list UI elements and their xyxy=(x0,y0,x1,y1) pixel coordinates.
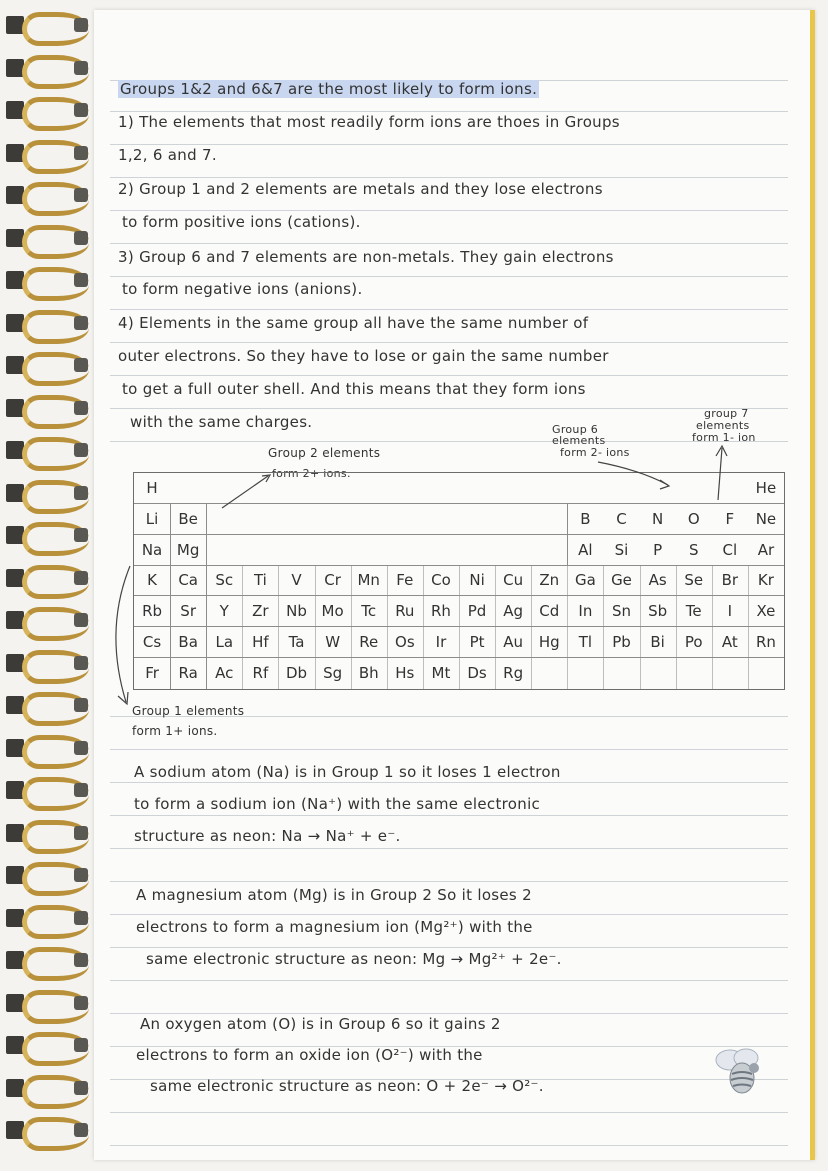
note-2-line-1: 2) Group 1 and 2 elements are metals and they lose electrons xyxy=(118,180,603,198)
group1-annotation-sub: form 1+ ions. xyxy=(132,724,218,738)
ruled-line xyxy=(110,375,788,376)
element-cell: Hs xyxy=(395,663,415,682)
spiral-ring xyxy=(2,1113,92,1147)
element-cell: Nb xyxy=(286,602,307,621)
element-cell: Br xyxy=(721,571,739,590)
table-divider xyxy=(603,565,604,689)
element-cell: F xyxy=(725,509,735,528)
oxygen-line-1: An oxygen atom (O) is in Group 6 so it gains 2 xyxy=(140,1015,501,1033)
spiral-ring xyxy=(2,8,92,42)
ruled-line xyxy=(110,144,788,145)
element-cell: Y xyxy=(219,602,229,621)
magnesium-line-1: A magnesium atom (Mg) is in Group 2 So it loses 2 xyxy=(136,886,532,904)
magnesium-line-2: electrons to form a magnesium ion (Mg²⁺) with the xyxy=(136,918,533,936)
spiral-ring xyxy=(2,646,92,680)
ruled-line xyxy=(110,914,788,915)
element-cell: Rb xyxy=(142,602,163,621)
table-divider xyxy=(495,565,496,689)
element-cell: Te xyxy=(685,602,702,621)
element-cell xyxy=(681,475,707,501)
element-cell: Mg xyxy=(176,540,200,559)
ruled-line xyxy=(110,1112,788,1113)
element-cell xyxy=(320,506,346,532)
element-cell xyxy=(536,506,562,532)
element-cell: B xyxy=(580,509,591,528)
element-cell xyxy=(211,537,237,563)
element-cell xyxy=(572,475,598,501)
ruled-line xyxy=(110,441,788,442)
element-cell: As xyxy=(648,571,667,590)
element-cell: Ne xyxy=(755,509,777,528)
ruled-line xyxy=(110,782,788,783)
element-cell: W xyxy=(325,633,341,651)
element-cell: V xyxy=(291,571,302,590)
element-cell: Tc xyxy=(361,602,377,621)
element-cell: Sb xyxy=(648,602,668,621)
element-cell xyxy=(175,475,201,501)
spiral-ring xyxy=(2,731,92,765)
element-cell xyxy=(500,475,526,501)
element-cell: Rh xyxy=(430,602,451,621)
element-cell: Zr xyxy=(252,602,269,621)
element-cell: H xyxy=(146,479,158,497)
element-cell xyxy=(320,475,346,501)
periodic-table xyxy=(133,472,785,690)
spiral-ring xyxy=(2,1028,92,1062)
table-divider xyxy=(567,503,568,565)
element-cell xyxy=(717,475,743,501)
element-cell: Rn xyxy=(755,633,776,651)
element-cell: Db xyxy=(285,663,308,682)
element-cell xyxy=(356,506,382,532)
element-cell xyxy=(428,506,454,532)
element-cell: Bh xyxy=(358,663,379,682)
element-cell xyxy=(681,660,707,686)
element-cell xyxy=(320,537,346,563)
periodic-row xyxy=(134,473,784,504)
spiral-ring xyxy=(2,816,92,850)
element-cell: Zn xyxy=(539,571,560,590)
element-cell: Hg xyxy=(538,633,560,651)
element-cell xyxy=(392,506,418,532)
notes-heading: Groups 1&2 and 6&7 are the most likely to form ions. xyxy=(120,80,538,98)
element-cell xyxy=(536,660,562,686)
spiral-ring xyxy=(2,986,92,1020)
element-cell: Pd xyxy=(467,602,487,621)
element-cell: K xyxy=(147,571,157,590)
element-cell: Au xyxy=(503,633,524,651)
element-cell: Rg xyxy=(503,663,524,682)
table-divider xyxy=(531,565,532,689)
element-cell: Si xyxy=(614,540,629,559)
ruled-line xyxy=(110,177,788,178)
element-cell: N xyxy=(651,509,664,528)
spiral-ring xyxy=(2,263,92,297)
element-cell xyxy=(247,537,273,563)
ruled-line xyxy=(110,848,788,849)
element-cell: Sg xyxy=(323,663,343,682)
spiral-ring xyxy=(2,348,92,382)
table-divider xyxy=(206,565,207,689)
oxygen-line-2: electrons to form an oxide ion (O²⁻) with the xyxy=(136,1046,483,1064)
table-divider xyxy=(387,565,388,689)
table-divider xyxy=(712,565,713,689)
spiral-ring xyxy=(2,688,92,722)
element-cell: Re xyxy=(359,633,379,651)
element-cell xyxy=(356,537,382,563)
element-cell: Ni xyxy=(469,571,485,590)
table-divider xyxy=(676,565,677,689)
element-cell: Ra xyxy=(178,663,198,682)
element-cell: La xyxy=(215,633,234,651)
element-cell: Ag xyxy=(503,602,524,621)
ruled-line xyxy=(110,309,788,310)
element-cell xyxy=(753,660,779,686)
element-cell: Mt xyxy=(431,663,451,682)
ruled-line xyxy=(110,947,788,948)
element-cell: Rf xyxy=(252,663,269,682)
periodic-row xyxy=(134,504,784,535)
element-cell: Ca xyxy=(178,571,198,590)
sodium-line-2: to form a sodium ion (Na⁺) with the same electronic xyxy=(134,795,541,813)
element-cell xyxy=(536,537,562,563)
group7-annotation-2: elements xyxy=(696,419,750,432)
element-cell: Ga xyxy=(574,571,596,590)
table-divider xyxy=(242,565,243,689)
element-cell: He xyxy=(755,479,777,497)
table-divider xyxy=(315,565,316,689)
element-cell xyxy=(247,506,273,532)
element-cell xyxy=(284,475,310,501)
element-cell xyxy=(645,475,671,501)
sodium-line-1: A sodium atom (Na) is in Group 1 so it loses 1 electron xyxy=(134,763,561,781)
spiral-ring xyxy=(2,476,92,510)
spiral-ring xyxy=(2,93,92,127)
ruled-line xyxy=(110,342,788,343)
spiral-ring xyxy=(2,603,92,637)
element-cell: Sr xyxy=(180,602,196,621)
element-cell: Fe xyxy=(396,571,414,590)
element-cell: Se xyxy=(684,571,704,590)
element-cell: Cd xyxy=(539,602,560,621)
spiral-ring xyxy=(2,136,92,170)
element-cell: Cs xyxy=(142,633,162,651)
element-cell xyxy=(464,537,490,563)
table-divider xyxy=(640,565,641,689)
table-divider xyxy=(567,565,568,689)
note-4-line-3: to get a full outer shell. And this means that they form ions xyxy=(122,380,586,398)
spiral-binding xyxy=(2,8,98,1168)
ruled-line xyxy=(110,408,788,409)
spiral-ring xyxy=(2,306,92,340)
spiral-ring xyxy=(2,433,92,467)
ruled-line xyxy=(110,210,788,211)
sodium-line-3: structure as neon: Na → Na⁺ + e⁻. xyxy=(134,827,401,845)
note-4-line-2: outer electrons. So they have to lose or gain the same number xyxy=(118,347,609,365)
spiral-ring xyxy=(2,518,92,552)
element-cell xyxy=(464,475,490,501)
note-4-line-4: with the same charges. xyxy=(130,413,313,431)
element-cell xyxy=(284,506,310,532)
element-cell: Li xyxy=(145,509,159,528)
spiral-ring xyxy=(2,773,92,807)
element-cell xyxy=(392,475,418,501)
ruled-line xyxy=(110,815,788,816)
element-cell: Be xyxy=(178,509,198,528)
table-divider xyxy=(459,565,460,689)
element-cell: Mo xyxy=(321,602,344,621)
note-1-line-1: 1) The elements that most readily form ions are thoes in Groups xyxy=(118,113,620,131)
element-cell: Sc xyxy=(215,571,234,590)
note-3-line-2: to form negative ions (anions). xyxy=(122,280,363,298)
element-cell: Ac xyxy=(215,663,234,682)
magnesium-line-3: same electronic structure as neon: Mg → Mg²⁺ + 2e⁻. xyxy=(146,950,562,968)
element-cell: Co xyxy=(431,571,451,590)
spiral-ring xyxy=(2,943,92,977)
spiral-ring xyxy=(2,221,92,255)
element-cell: Tl xyxy=(578,633,593,651)
element-cell xyxy=(645,660,671,686)
spiral-ring xyxy=(2,51,92,85)
element-cell: Hf xyxy=(252,633,269,651)
element-cell: Kr xyxy=(757,571,774,590)
spiral-ring xyxy=(2,1071,92,1105)
element-cell: Sn xyxy=(611,602,632,621)
spiral-ring xyxy=(2,178,92,212)
note-1-line-2: 1,2, 6 and 7. xyxy=(118,146,217,164)
element-cell xyxy=(464,506,490,532)
element-cell: Ba xyxy=(178,633,198,651)
element-cell: Mn xyxy=(357,571,380,590)
element-cell xyxy=(428,475,454,501)
element-cell: Ar xyxy=(757,540,775,559)
element-cell: Ir xyxy=(435,633,447,651)
group6-annotation-3: form 2- ions xyxy=(560,446,630,459)
ruled-line xyxy=(110,749,788,750)
group6-annotation-1: Group 6 xyxy=(552,423,599,436)
element-cell: Cu xyxy=(503,571,524,590)
table-divider xyxy=(278,565,279,689)
group7-annotation-1: group 7 xyxy=(704,407,749,420)
element-cell: I xyxy=(727,602,733,621)
element-cell: Pb xyxy=(612,633,631,651)
element-cell xyxy=(247,475,273,501)
element-cell: Ta xyxy=(288,633,305,651)
element-cell xyxy=(609,475,635,501)
ruled-line xyxy=(110,111,788,112)
ruled-line xyxy=(110,276,788,277)
element-cell xyxy=(500,537,526,563)
element-cell xyxy=(609,660,635,686)
group6-annotation-2: elements xyxy=(552,434,606,447)
element-cell: Ti xyxy=(253,571,267,590)
element-cell xyxy=(717,660,743,686)
element-cell xyxy=(284,537,310,563)
table-divider xyxy=(748,565,749,689)
element-cell xyxy=(572,660,598,686)
element-cell: Pt xyxy=(469,633,485,651)
element-cell: Xe xyxy=(756,602,776,621)
group2-annotation-sub: form 2+ ions. xyxy=(272,467,351,480)
element-cell: Fr xyxy=(145,663,159,682)
element-cell: Ds xyxy=(467,663,487,682)
ruled-line xyxy=(110,980,788,981)
element-cell xyxy=(392,537,418,563)
spiral-ring xyxy=(2,858,92,892)
element-cell: Al xyxy=(578,540,593,559)
element-cell xyxy=(211,506,237,532)
table-divider xyxy=(351,565,352,689)
table-divider xyxy=(170,503,171,689)
element-cell: Po xyxy=(684,633,703,651)
element-cell: Na xyxy=(141,540,163,559)
spiral-ring xyxy=(2,391,92,425)
oxygen-line-3: same electronic structure as neon: O + 2e⁻ → O²⁻. xyxy=(150,1077,544,1095)
element-cell: Ru xyxy=(395,602,415,621)
element-cell: P xyxy=(653,540,663,559)
group1-annotation: Group 1 elements xyxy=(132,704,245,718)
element-cell: Ge xyxy=(611,571,632,590)
ruled-line xyxy=(110,881,788,882)
ruled-line xyxy=(110,1013,788,1014)
note-3-line-1: 3) Group 6 and 7 elements are non-metals. They gain electrons xyxy=(118,248,614,266)
element-cell: Cr xyxy=(324,571,341,590)
bee-sticker-icon xyxy=(708,1040,768,1100)
note-2-line-2: to form positive ions (cations). xyxy=(122,213,361,231)
ruled-line xyxy=(110,243,788,244)
element-cell: S xyxy=(688,540,699,559)
element-cell xyxy=(356,475,382,501)
element-cell: O xyxy=(687,509,700,528)
element-cell: In xyxy=(578,602,593,621)
element-cell: Cl xyxy=(722,540,738,559)
table-divider xyxy=(423,565,424,689)
ruled-line xyxy=(110,1145,788,1146)
element-cell: Bi xyxy=(650,633,665,651)
spiral-ring xyxy=(2,561,92,595)
element-cell: At xyxy=(721,633,738,651)
element-cell xyxy=(500,506,526,532)
element-cell xyxy=(536,475,562,501)
element-cell: C xyxy=(616,509,627,528)
spiral-ring xyxy=(2,901,92,935)
element-cell xyxy=(428,537,454,563)
group7-annotation-3: form 1- ion xyxy=(692,431,756,444)
note-4-line-1: 4) Elements in the same group all have the same number of xyxy=(118,314,589,332)
element-cell xyxy=(211,475,237,501)
element-cell: Os xyxy=(395,633,415,651)
periodic-row xyxy=(134,535,784,566)
group2-annotation: Group 2 elements xyxy=(268,446,381,460)
